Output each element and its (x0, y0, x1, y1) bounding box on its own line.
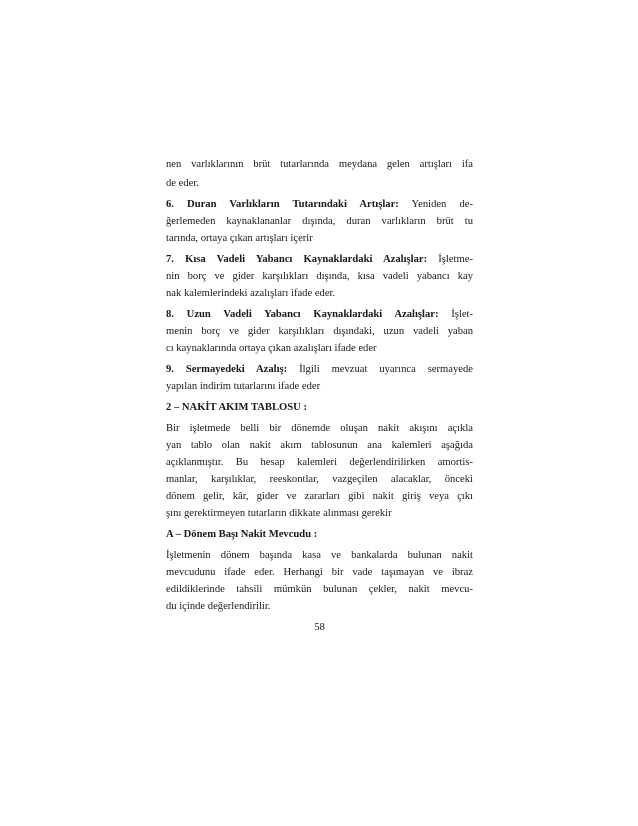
item-6-line (166, 198, 473, 212)
paragraph-line: şını gerektirmeyen tutarların dikkate alınması gerekir (166, 508, 392, 519)
item-9-line (166, 363, 473, 377)
item-8-heading: 8. Uzun Vadeli Yabancı Kaynaklardaki Azalışlar: (166, 309, 439, 320)
paragraph-line: nin borç ve gider karşılıkları dışında, kısa vadeli yabancı kay (166, 271, 473, 282)
item-8-line (166, 308, 473, 322)
item-8-text: İşlet- (451, 309, 473, 320)
section-heading: A – Dönem Başı Nakit Mevcudu : (166, 529, 318, 540)
item-9-text: İlgili mevzuat uyarınca sermayede (299, 364, 473, 375)
item-7-line (166, 253, 473, 267)
paragraph-line: de eder. (166, 178, 199, 189)
paragraph-line: du içinde değerlendirilir. (166, 601, 271, 612)
item-6-text: Yeniden de- (411, 199, 473, 210)
paragraph-line: menin borç ve gider karşılıkları dışındaki, uzun vadeli yaban (166, 326, 473, 337)
paragraph-line: Bir işletmede belli bir dönemde oluşan nakit akışını açıkla (166, 423, 473, 434)
item-7-heading: 7. Kısa Vadeli Yabancı Kaynaklardaki Azalışlar: (166, 254, 428, 265)
section-heading: 2 – NAKİT AKIM TABLOSU : (166, 402, 307, 413)
item-6-heading: 6. Duran Varlıkların Tutarındaki Artışlar: (166, 199, 399, 210)
page-number: 58 (314, 622, 325, 633)
paragraph-line: edildiklerinde tahsili mümkün bulunan çekler, nakit mevcu- (166, 584, 473, 595)
paragraph-line: tarında, ortaya çıkan artışları içerir (166, 233, 313, 244)
paragraph-line: cı kaynaklarında ortaya çıkan azalışları ifade eder (166, 343, 377, 354)
paragraph-line: nak kalemlerindeki azalışları ifade eder. (166, 288, 336, 299)
paragraph-line: ğerlemeden kaynaklananlar dışında, duran varlıkların brüt tu (166, 216, 473, 227)
paragraph-line: mevcudunu ifade eder. Herhangi bir vade taşımayan ve ibraz (166, 567, 473, 578)
paragraph-line: dönem gelir, kâr, gider ve zararları gibi nakit giriş veya çıkı (166, 491, 473, 502)
item-7-text: İşletme- (438, 254, 473, 265)
paragraph-line: yan tablo olan nakit akım tablosunun ana kalemleri aşağıda (166, 440, 473, 451)
paragraph-line: nen varlıklarının brüt tutarlarında meydana gelen artışları ifa (166, 159, 473, 170)
paragraph-line: yapılan indirim tutarlarını ifade eder (166, 381, 321, 392)
paragraph-line: manlar, karşılıklar, reeskontlar, vazgeçilen alacaklar, önceki (166, 474, 473, 485)
paragraph-line: İşletmenin dönem başında kasa ve bankalarda bulunan nakit (166, 550, 473, 561)
item-9-heading: 9. Sermayedeki Azalış: (166, 364, 288, 375)
paragraph-line: açıklanmıştır. Bu hesap kalemleri değerlendirilirken amortis- (166, 457, 473, 468)
